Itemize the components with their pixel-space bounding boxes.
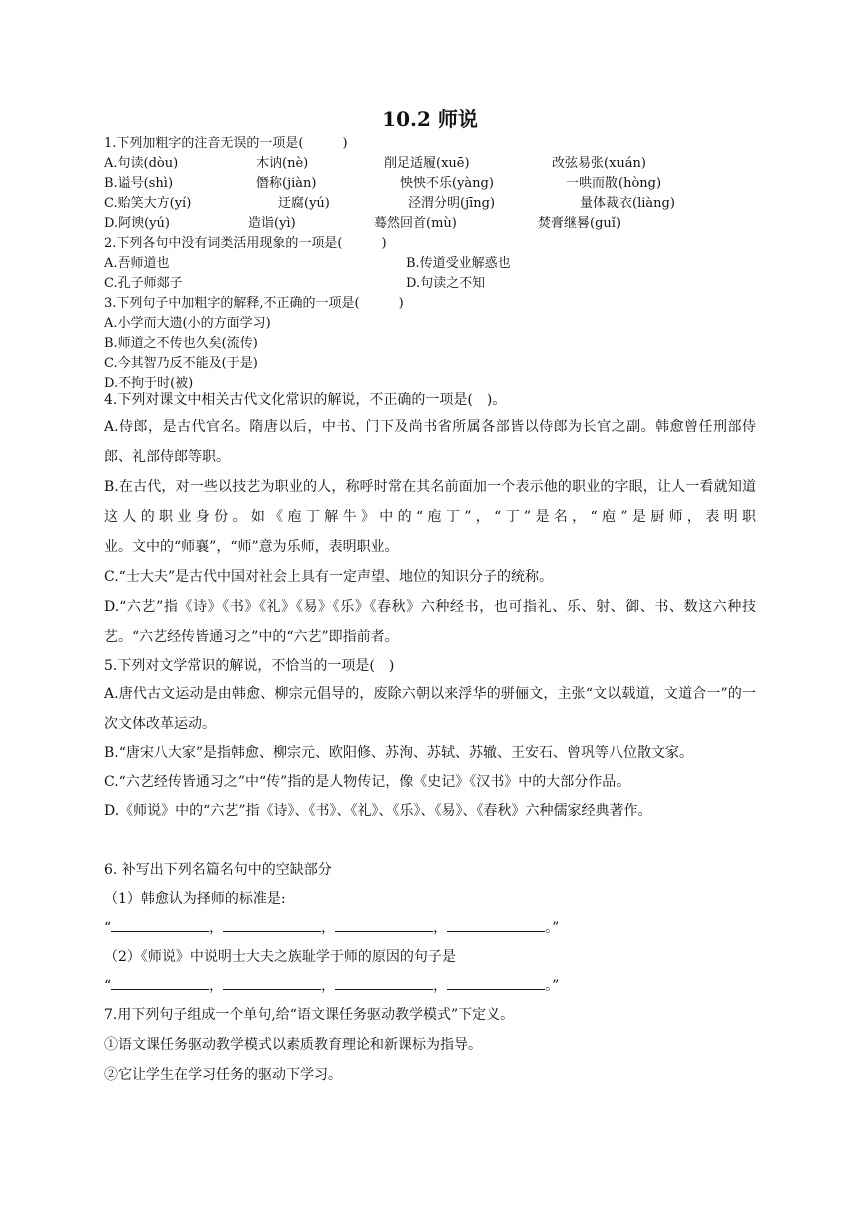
q1-a-1: A.句读(dòu) <box>104 156 179 171</box>
q7-sentence-1: ①语文课任务驱动教学模式以素质教育理论和新课标为指导。 <box>104 1037 482 1053</box>
q4-option-a: A.侍郎，是古代官名。隋唐以后，中书、门下及尚书省所属各部皆以侍郎为长官之副。韩愈曾任刑部侍郎、礼部侍郎等职。 <box>104 419 756 465</box>
q4-option-b-cont: 业。文中的“师襄”，“师”意为乐师，表明职业。 <box>104 539 399 555</box>
page-title: 10.2 师说 <box>382 107 478 131</box>
q1-c-3: 泾渭分明(jīng) <box>408 196 496 211</box>
q1-d-4: 焚膏继晷(guǐ) <box>538 216 621 231</box>
blank-field[interactable] <box>447 975 545 990</box>
q2-option-b: B.传道受业解惑也 <box>406 256 511 271</box>
close-quote: 。” <box>545 920 560 936</box>
q3-option-b: B.师道之不传也久矣(流传) <box>104 336 258 351</box>
blank-field[interactable] <box>111 975 209 990</box>
close-quote: 。” <box>545 978 560 994</box>
q3-option-a: A.小学而大遗(小的方面学习) <box>104 316 271 331</box>
q5-stem: 5.下列对文学常识的解说，不恰当的一项是( ) <box>104 658 395 674</box>
open-quote: “ <box>104 920 112 936</box>
comma: ， <box>209 920 224 936</box>
q6-answer-1 <box>104 913 559 943</box>
q7-stem: 7.用下列句子组成一个单句,给“语文课任务驱动教学模式”下定义。 <box>104 1007 515 1023</box>
comma: ， <box>321 978 336 994</box>
comma: ， <box>433 920 448 936</box>
q1-d-1: D.阿谀(yú) <box>104 216 170 231</box>
q4-stem: 4.下列对课文中相关古代文化常识的解说，不正确的一项是( )。 <box>104 392 507 408</box>
q6-prompt-2: （2）《师说》中说明士大夫之族耻学于师的原因的句子是 <box>104 949 456 965</box>
q1-d-2: 造诣(yì) <box>248 216 296 231</box>
q6-answer-2 <box>104 971 559 1001</box>
q4-option-b: B.在古代，对一些以技艺为职业的人，称呼时常在其名前面加一个表示他的职业的字眼，让人一看就知道这人的职业身份。如《庖丁解牛》中的“庖丁”，“丁”是名，“庖”是厨师，表明职 <box>104 479 756 525</box>
q5-option-c: C.“六艺经传皆通习之”中“传”指的是人物传记，像《史记》《汉书》中的大部分作品。 <box>104 774 631 790</box>
q3-stem: 3.下列句子中加粗字的解释,不正确的一项是( ) <box>104 296 404 311</box>
q6-stem: 6. 补写出下列名篇名句中的空缺部分 <box>104 862 332 878</box>
q6-prompt-1: （1）韩愈认为择师的标准是: <box>104 891 286 907</box>
q4-option-d: D.“六艺”指《诗》《书》《礼》《易》《乐》《春秋》六种经书，也可指礼、乐、射、御、书、数这六种技艺。“六艺经传皆通习之”中的“六艺”即指前者。 <box>104 599 756 645</box>
q1-stem: 1.下列加粗字的注音无误的一项是( ) <box>104 136 348 151</box>
q2-option-d: D.句读之不知 <box>406 276 486 291</box>
q1-b-4: 一哄而散(hòng) <box>566 176 662 191</box>
q2-stem: 2.下列各句中没有词类活用现象的一项是( ) <box>104 236 387 251</box>
q1-b-1: B.谥号(shì) <box>104 176 174 191</box>
q1-d-3: 蓦然回首(mù) <box>374 216 457 231</box>
blank-field[interactable] <box>447 917 545 932</box>
open-quote: “ <box>104 978 112 994</box>
blank-field[interactable] <box>111 917 209 932</box>
q1-c-1: C.贻笑大方(yí) <box>104 196 192 211</box>
q5-option-d: D.《师说》中的“六艺”指《诗》、《书》、《礼》、《乐》、《易》、《春秋》六种儒家经典著作。 <box>104 803 652 819</box>
q1-c-4: 量体裁衣(liàng) <box>580 196 675 211</box>
q3-option-d: D.不拘于时(被) <box>104 376 194 391</box>
blank-field[interactable] <box>223 917 321 932</box>
q1-a-3: 削足适履(xuē) <box>384 156 470 171</box>
q1-b-2: 僭称(jiàn) <box>256 176 317 191</box>
q2-option-c: C.孔子师郯子 <box>104 276 183 291</box>
blank-field[interactable] <box>223 975 321 990</box>
q5-option-a: A.唐代古文运动是由韩愈、柳宗元倡导的，废除六朝以来浮华的骈俪文，主张“文以载道，文道合一”的一次文体改革运动。 <box>104 686 756 732</box>
blank-field[interactable] <box>335 917 433 932</box>
comma: ， <box>209 978 224 994</box>
q3-option-c: C.今其智乃反不能及(于是) <box>104 356 258 371</box>
comma: ， <box>321 920 336 936</box>
q5-option-b: B.“唐宋八大家”是指韩愈、柳宗元、欧阳修、苏洵、苏轼、苏辙、王安石、曾巩等八位散文家。 <box>104 745 694 761</box>
q1-c-2: 迂腐(yú) <box>278 196 330 211</box>
q7-sentence-2: ②它让学生在学习任务的驱动下学习。 <box>104 1067 342 1083</box>
blank-field[interactable] <box>335 975 433 990</box>
q2-option-a: A.吾师道也 <box>104 256 170 271</box>
q4-option-c: C.“士大夫”是古代中国对社会上具有一定声望、地位的知识分子的统称。 <box>104 569 553 585</box>
q1-b-3: 怏怏不乐(yàng) <box>400 176 494 191</box>
comma: ， <box>433 978 448 994</box>
q1-a-4: 改弦易张(xuán) <box>552 156 646 171</box>
q1-a-2: 木讷(nè) <box>256 156 309 171</box>
